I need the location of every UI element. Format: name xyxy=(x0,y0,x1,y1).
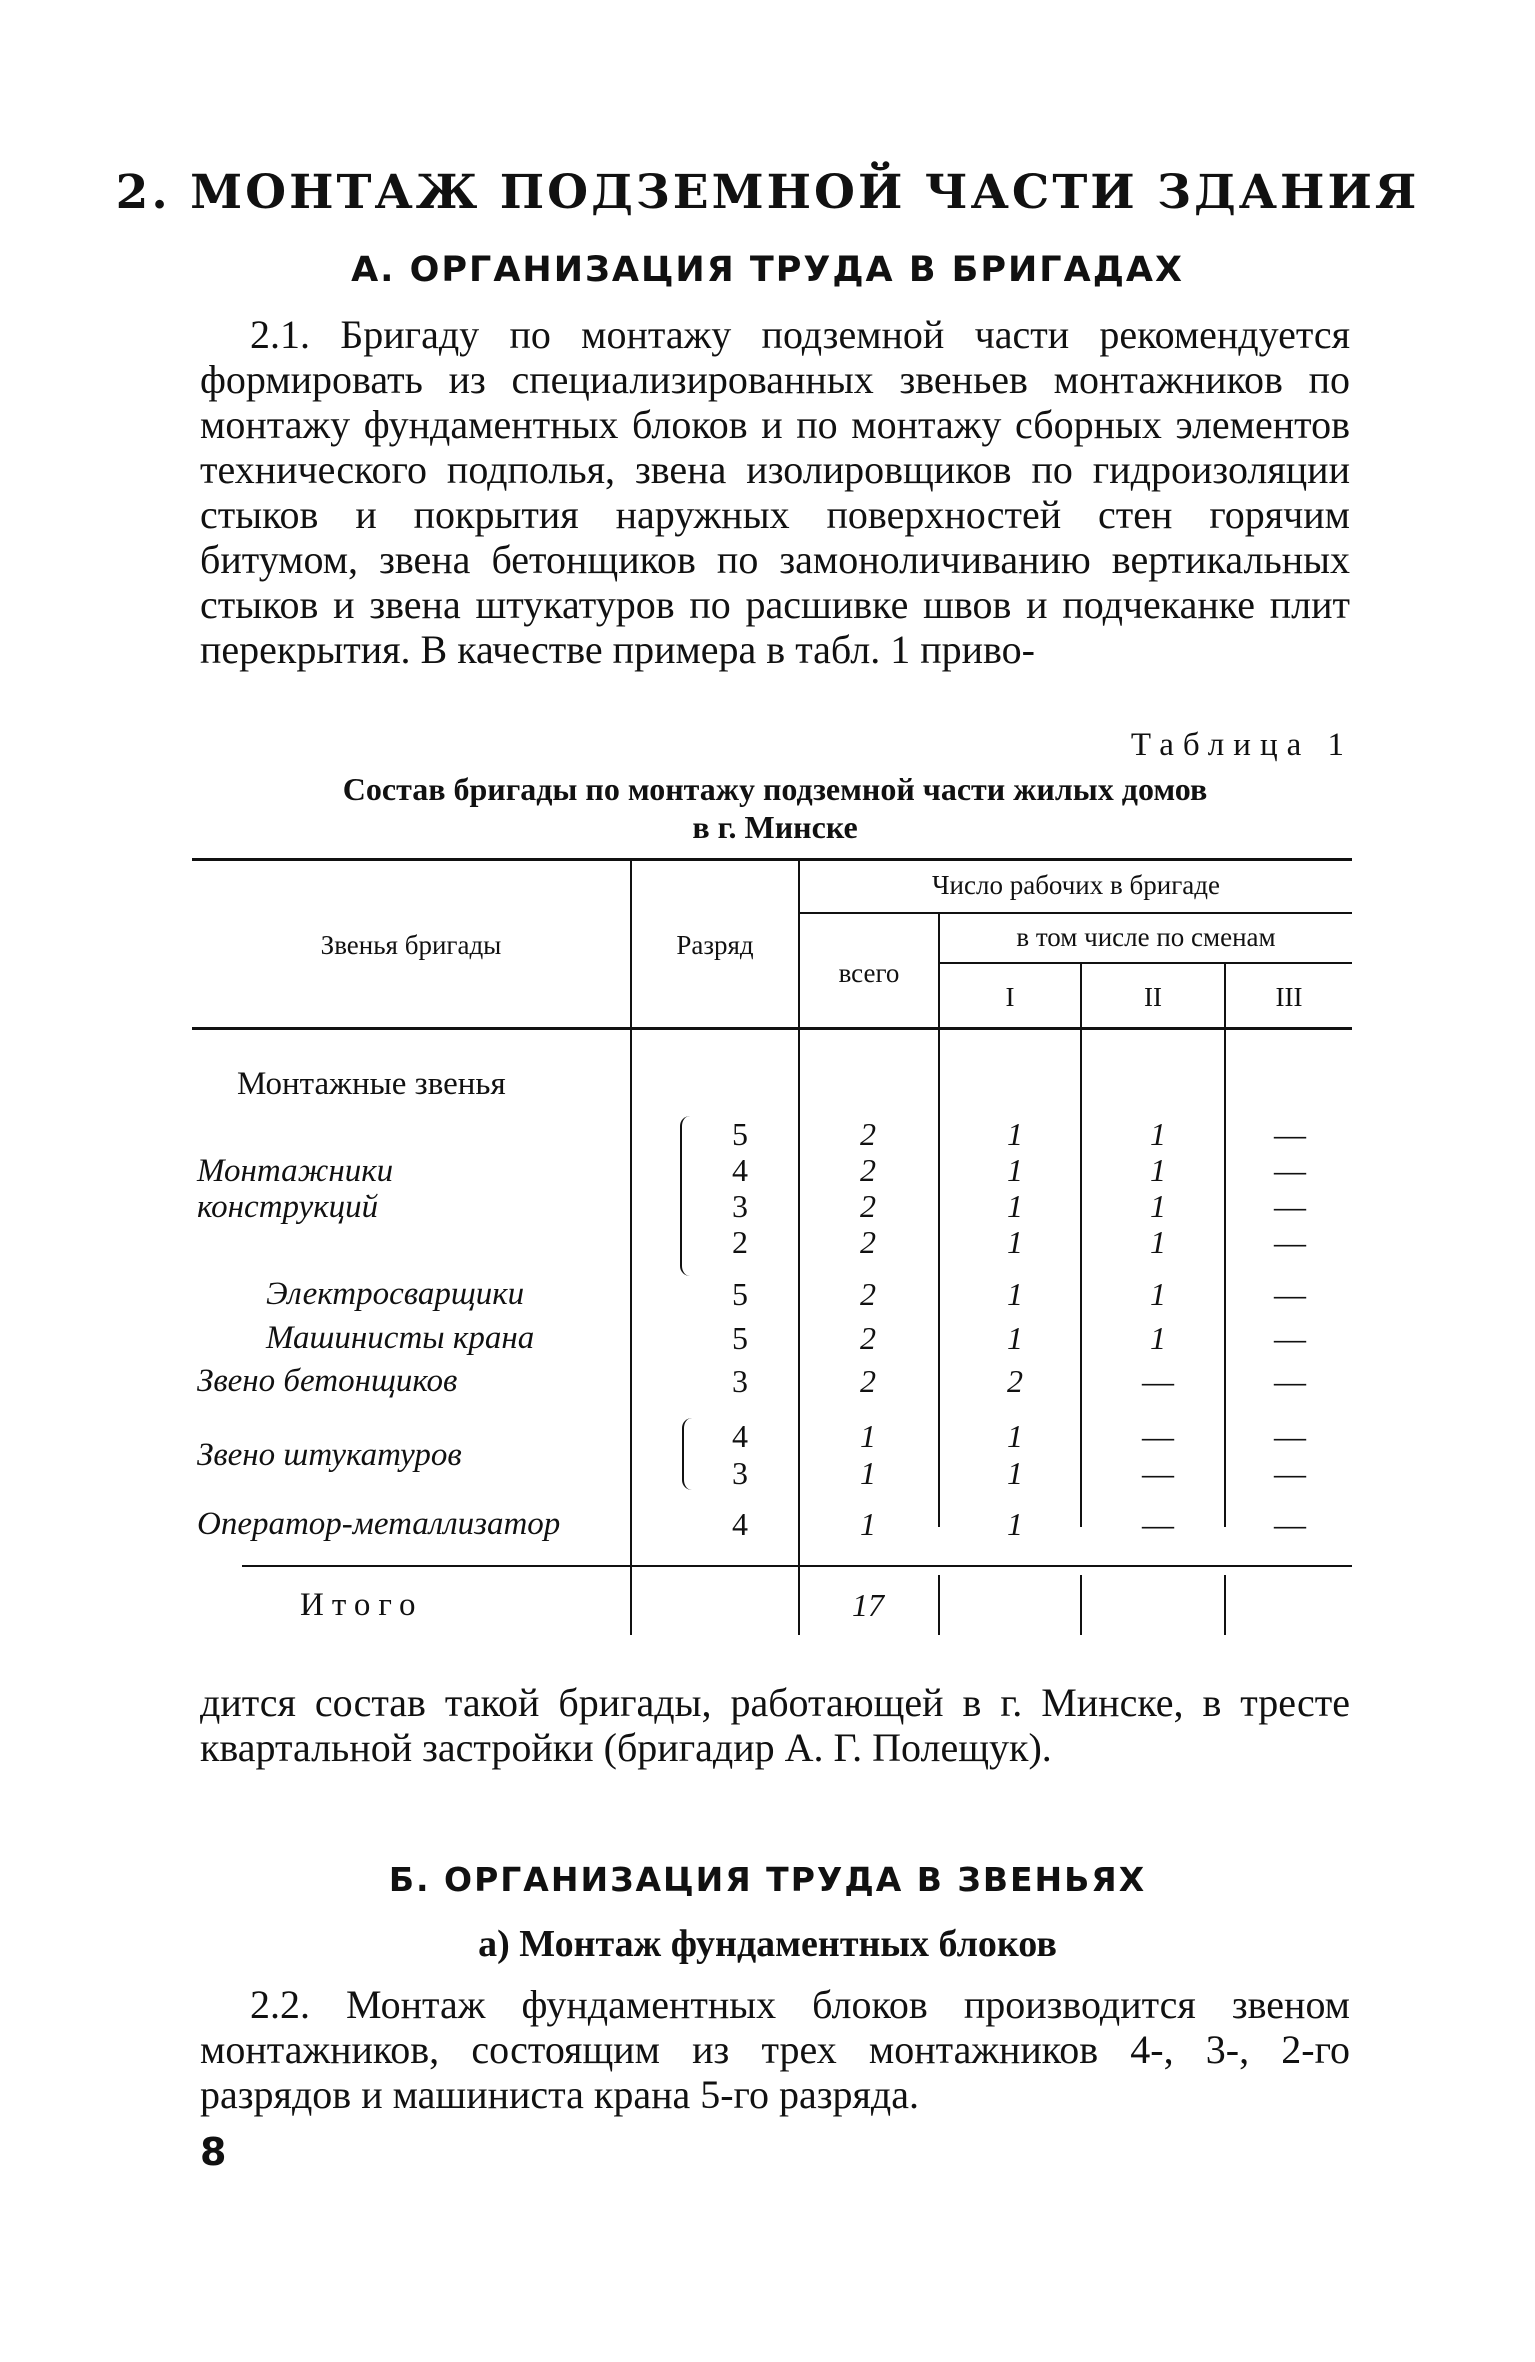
total-r8: 1 xyxy=(860,1455,876,1491)
row-label-elektrosvarshchiki: Электросварщики xyxy=(266,1276,525,1312)
header-total: всего xyxy=(838,958,900,988)
total-r2: 2 xyxy=(860,1188,876,1224)
s1-r1: 1 xyxy=(1007,1152,1023,1188)
grade-r7: 4 xyxy=(732,1418,748,1454)
table-title-line1: Состав бригады по монтажу подземной части жилых домов xyxy=(342,771,1208,807)
s2-r6: — xyxy=(1142,1363,1174,1399)
s1-r3: 1 xyxy=(1007,1224,1023,1260)
subsection-heading-a: А. ОРГАНИЗАЦИЯ ТРУДА В БРИГАДАХ xyxy=(351,250,1184,290)
s2-r2: 1 xyxy=(1150,1188,1166,1224)
total-r1: 2 xyxy=(860,1152,876,1188)
row-label-shtukatury: Звено штукатуров xyxy=(197,1437,462,1473)
subsection-heading-b-a: а) Монтаж фундаментных блоков xyxy=(478,1923,1057,1965)
vrule-4 xyxy=(1080,962,1082,1527)
s3-r6: — xyxy=(1274,1363,1306,1399)
paragraph-continuation-text: дится состав такой бригады, работающей в г. Минске, в тресте квартальной застройки (бригадир А. Г. Полещук). xyxy=(200,1680,1350,1770)
header-shift-3: III xyxy=(1275,982,1303,1012)
header-shift-1: I xyxy=(1005,982,1015,1012)
s1-r2: 1 xyxy=(1007,1188,1023,1224)
page-number: 8 xyxy=(200,2130,227,2174)
subsection-heading-b: Б. ОРГАНИЗАЦИЯ ТРУДА В ЗВЕНЬЯХ xyxy=(388,1860,1147,1899)
s1-r6: 2 xyxy=(1007,1363,1023,1399)
header-rule-2 xyxy=(940,962,1352,964)
grade-r9: 4 xyxy=(732,1506,748,1542)
s3-r4: — xyxy=(1274,1276,1306,1312)
row-label-montazhniki: Монтажники xyxy=(197,1153,394,1189)
group-label: Монтажные звенья xyxy=(237,1066,506,1102)
s1-r5: 1 xyxy=(1007,1320,1023,1356)
paragraph-continuation xyxy=(200,1680,1350,1770)
s2-r0: 1 xyxy=(1150,1116,1166,1152)
vrule-4-total xyxy=(1080,1575,1082,1635)
vrule-2 xyxy=(798,860,800,1635)
table-title xyxy=(200,770,1350,846)
total-r7: 1 xyxy=(860,1418,876,1454)
s2-r9: — xyxy=(1142,1506,1174,1542)
header-links: Звенья бригады xyxy=(320,930,502,960)
header-rule-1 xyxy=(800,912,1352,914)
header-shift-2: II xyxy=(1144,982,1162,1012)
row-label-mashinisty: Машинисты крана xyxy=(266,1320,535,1356)
table-caption: Таблица 1 xyxy=(1130,727,1353,763)
brace-left-1 xyxy=(680,1116,696,1276)
grade-r6: 3 xyxy=(732,1363,748,1399)
s1-r7: 1 xyxy=(1007,1418,1023,1454)
total-r5: 2 xyxy=(860,1320,876,1356)
s3-r3: — xyxy=(1274,1224,1306,1260)
total-rule xyxy=(242,1565,1352,1567)
total-r9: 1 xyxy=(860,1506,876,1542)
paragraph-2-2-text: 2.2. Монтаж фундаментных блоков производится звеном монтажников, состоящим из трех монтажников 4-, 3-, 2-го разрядов и машиниста крана 5-го разряда. xyxy=(200,1982,1350,2117)
vrule-3 xyxy=(938,912,940,1527)
s3-r9: — xyxy=(1274,1506,1306,1542)
paragraph-2-1-text: 2.1. Бригаду по монтажу подземной части рекомендуется формировать из специализированных звеньев монтажников по монтажу фундаментных блоков и по монтажу сборных элементов технического подполья, звена изолировщиков по гидроизоляции стыков и покрытия наружных поверхностей стен горячим битумом, звена бетонщиков по замоноличиванию вертикальных стыков и звена штукатуров по расшивке швов и подчеканке плит перекрытия. В качестве примера в табл. 1 приво- xyxy=(200,312,1350,672)
vrule-5 xyxy=(1224,962,1226,1527)
s2-r3: 1 xyxy=(1150,1224,1166,1260)
vrule-1 xyxy=(630,860,632,1635)
s3-r5: — xyxy=(1274,1320,1306,1356)
s3-r8: — xyxy=(1274,1455,1306,1491)
s2-r4: 1 xyxy=(1150,1276,1166,1312)
total-r4: 2 xyxy=(860,1276,876,1312)
total-r6: 2 xyxy=(860,1363,876,1399)
s2-r7: — xyxy=(1142,1418,1174,1454)
table-title-line2: в г. Минске xyxy=(692,809,858,845)
grade-r4: 5 xyxy=(732,1276,748,1312)
s2-r8: — xyxy=(1142,1455,1174,1491)
s3-r7: — xyxy=(1274,1418,1306,1454)
vrule-3-total xyxy=(938,1575,940,1635)
paragraph-2-2 xyxy=(200,1982,1350,2117)
s3-r2: — xyxy=(1274,1188,1306,1224)
brace-left-2 xyxy=(682,1418,696,1490)
grade-r0: 5 xyxy=(732,1116,748,1152)
header-workers: Число рабочих в бригаде xyxy=(932,870,1220,900)
s2-r5: 1 xyxy=(1150,1320,1166,1356)
s3-r0: — xyxy=(1274,1116,1306,1152)
paragraph-2-1 xyxy=(200,312,1350,672)
vrule-5-total xyxy=(1224,1575,1226,1635)
s1-r8: 1 xyxy=(1007,1455,1023,1491)
section-heading: 2. МОНТАЖ ПОДЗЕМНОЙ ЧАСТИ ЗДАНИЯ xyxy=(115,165,1420,220)
s3-r1: — xyxy=(1274,1152,1306,1188)
s1-r0: 1 xyxy=(1007,1116,1023,1152)
total-value: 17 xyxy=(852,1587,884,1623)
header-grade: Разряд xyxy=(676,930,754,960)
s2-r1: 1 xyxy=(1150,1152,1166,1188)
grade-r1: 4 xyxy=(732,1152,748,1188)
grade-r8: 3 xyxy=(732,1455,748,1491)
total-r3: 2 xyxy=(860,1224,876,1260)
total-r0: 2 xyxy=(860,1116,876,1152)
row-label-betonshchiki: Звено бетонщиков xyxy=(197,1363,458,1399)
table-top-rule xyxy=(192,858,1352,861)
s1-r9: 1 xyxy=(1007,1506,1023,1542)
grade-r3: 2 xyxy=(732,1224,748,1260)
s1-r4: 1 xyxy=(1007,1276,1023,1312)
header-by-shift: в том числе по сменам xyxy=(1016,922,1276,952)
row-label-operator: Оператор-металлизатор xyxy=(197,1506,561,1542)
header-bottom-rule xyxy=(192,1027,1352,1030)
grade-r5: 5 xyxy=(732,1320,748,1356)
row-label-konstruktsiy: конструкций xyxy=(197,1189,379,1225)
grade-r2: 3 xyxy=(732,1188,748,1224)
total-label: Итого xyxy=(300,1587,424,1623)
